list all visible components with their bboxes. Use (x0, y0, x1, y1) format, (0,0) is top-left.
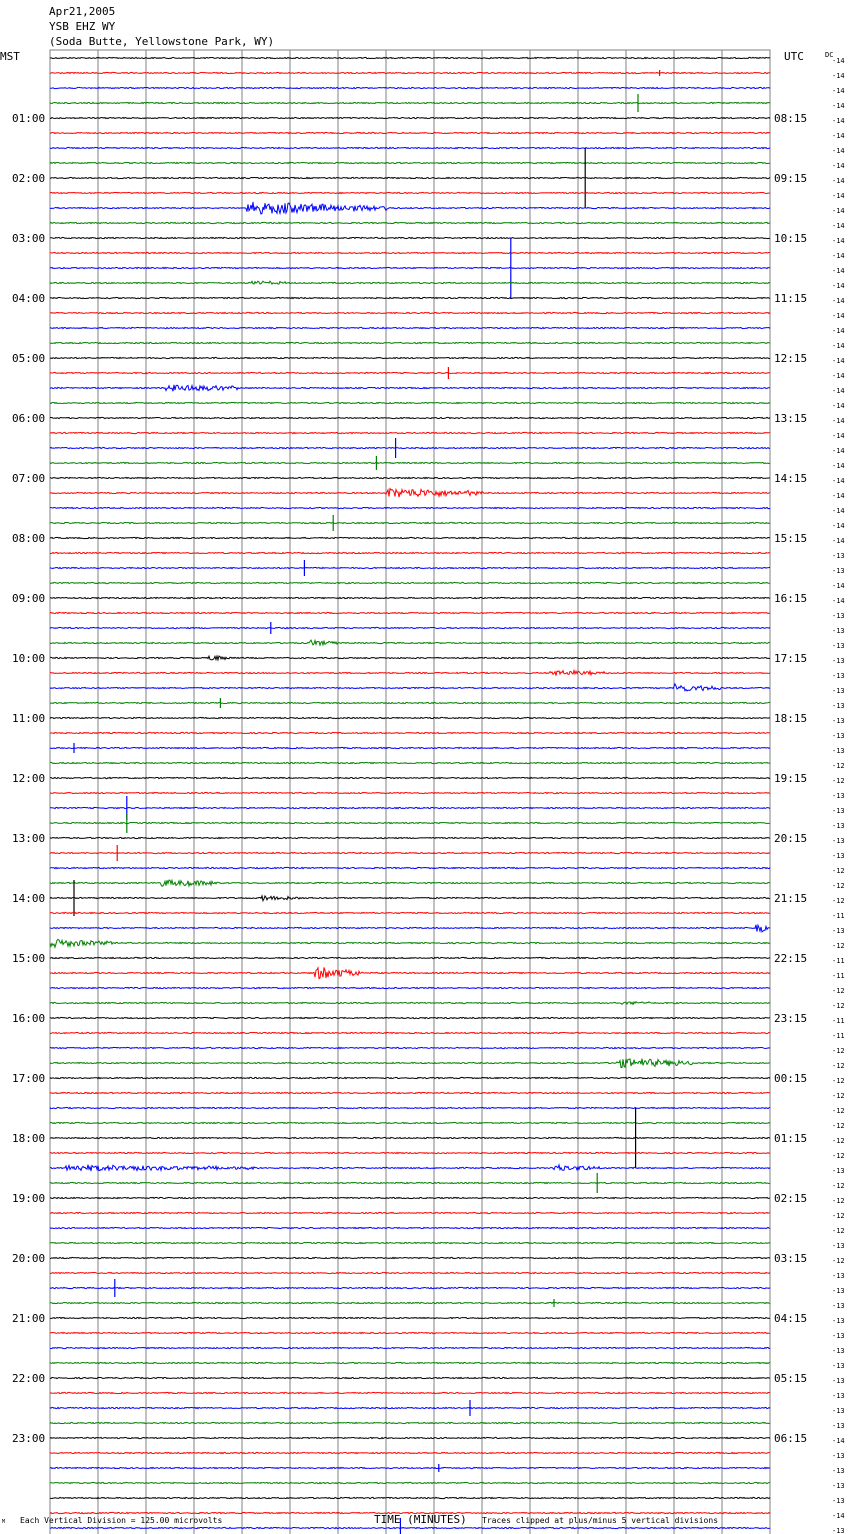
trace-row (50, 656, 770, 660)
dc-offset-label: -13 (832, 1347, 845, 1355)
trace-row (50, 312, 770, 313)
trace-row (50, 684, 770, 691)
utc-hour-label: 14:15 (774, 472, 808, 485)
trace-row (50, 792, 770, 793)
trace-row (50, 777, 770, 778)
dc-offset-label: -14 (832, 87, 845, 95)
trace-row (50, 87, 770, 88)
dc-offset-label: -14 (832, 117, 845, 125)
trace-row (50, 670, 770, 675)
trace-row (50, 1347, 770, 1348)
utc-hour-label: 09:15 (774, 172, 808, 185)
dc-offset-label: -12 (832, 987, 845, 995)
trace-row (50, 432, 770, 433)
trace-row (50, 822, 770, 823)
utc-hour-label: 13:15 (774, 412, 808, 425)
header-date: Apr21,2005 (49, 5, 116, 18)
trace-row (50, 1497, 770, 1498)
utc-hour-label: 06:15 (774, 1432, 808, 1445)
dc-offset-label: -13 (832, 642, 845, 650)
dc-offset-label: -12 (832, 1182, 845, 1190)
trace-row (50, 162, 770, 163)
trace-row (50, 702, 770, 703)
trace-row (50, 582, 770, 583)
dc-offset-label: -11 (832, 972, 845, 980)
trace-row (50, 202, 770, 214)
trace-row (50, 537, 770, 538)
dc-offset-label: -13 (832, 837, 845, 845)
dc-offset-label: -12 (832, 1197, 845, 1205)
trace-row (50, 987, 770, 988)
mst-hour-label: 10:00 (12, 652, 46, 665)
dc-offset-label: -13 (832, 1392, 845, 1400)
trace-row (50, 1257, 770, 1258)
trace-row (50, 925, 770, 932)
trace-lines (50, 57, 770, 1534)
trace-row (50, 1059, 770, 1068)
dc-offset-label: -14 (832, 162, 845, 170)
dc-offset-label: -14 (832, 462, 845, 470)
dc-offset-label: -13 (832, 612, 845, 620)
trace-row (50, 477, 770, 478)
dc-offset-label: -14 (832, 237, 845, 245)
trace-row (50, 117, 770, 118)
trace-row (50, 852, 770, 853)
utc-hour-label: 23:15 (774, 1012, 808, 1025)
dc-offset-label: -13 (832, 747, 845, 755)
dc-offset-label: -13 (832, 1482, 845, 1490)
dc-offset-label: -14 (832, 522, 845, 530)
dc-offset-label: -14 (832, 267, 845, 275)
trace-row (50, 552, 770, 553)
mst-hour-label: 01:00 (12, 112, 46, 125)
mst-hour-label: 08:00 (12, 532, 46, 545)
dc-offset-label: -14 (832, 582, 845, 590)
dc-offset-label: -13 (832, 1332, 845, 1340)
dc-offset-label: -14 (832, 57, 845, 65)
utc-hour-label: 15:15 (774, 532, 808, 545)
trace-row (50, 177, 770, 178)
dc-offset-label: -13 (832, 1377, 845, 1385)
trace-row (50, 1182, 770, 1183)
dc-offset-label: -14 (832, 492, 845, 500)
mst-hour-label: 07:00 (12, 472, 46, 485)
dc-offset-label: -13 (832, 1497, 845, 1505)
dc-offset-label: -14 (832, 297, 845, 305)
trace-row (50, 1212, 770, 1213)
dc-offset-label: -13 (832, 702, 845, 710)
trace-row (50, 281, 770, 284)
footer-scale-note: Each Vertical Division = 125.00 microvolts (20, 1516, 223, 1525)
dc-offset-label: -11 (832, 1017, 845, 1025)
dc-offset-label: -12 (832, 1257, 845, 1265)
mst-hour-label: 06:00 (12, 412, 46, 425)
trace-row (50, 1107, 770, 1108)
dc-offset-label: -14 (832, 327, 845, 335)
dc-offset-label: -13 (832, 927, 845, 935)
dc-offset-label: -14 (832, 132, 845, 140)
dc-offset-label: -14 (832, 432, 845, 440)
trace-row (50, 489, 770, 498)
trace-row (50, 597, 770, 598)
trace-row (50, 57, 770, 58)
trace-row (50, 252, 770, 253)
trace-row (50, 132, 770, 133)
dc-offset-label: -12 (832, 1077, 845, 1085)
trace-row (50, 1227, 770, 1228)
dc-offset-label: -13 (832, 1272, 845, 1280)
trace-row (50, 912, 770, 913)
utc-hour-label: 03:15 (774, 1252, 808, 1265)
trace-row (50, 1362, 770, 1363)
dc-offset-label: -14 (832, 447, 845, 455)
dc-offset-label: -14 (832, 282, 845, 290)
mst-hour-label: 20:00 (12, 1252, 46, 1265)
mst-hour-label: 15:00 (12, 952, 46, 965)
trace-row (50, 762, 770, 763)
footer-corner-mark: M (2, 1519, 6, 1525)
dc-offset-label: -12 (832, 1227, 845, 1235)
trace-row (50, 267, 770, 268)
dc-offset-label: -11 (832, 1032, 845, 1040)
dc-offset-label: -14 (832, 597, 845, 605)
axis-labels (12, 57, 845, 1534)
trace-row (50, 385, 770, 391)
trace-row (50, 1197, 770, 1198)
dc-offset-label: -12 (832, 1107, 845, 1115)
dc-offset-label: -13 (832, 627, 845, 635)
trace-row (50, 717, 770, 718)
trace-row (50, 1302, 770, 1303)
dc-offset-label: -14 (832, 537, 845, 545)
trace-row (50, 1527, 770, 1528)
dc-offset-label: -12 (832, 777, 845, 785)
utc-hour-label: 01:15 (774, 1132, 808, 1145)
dc-offset-label: -13 (832, 1317, 845, 1325)
trace-row (50, 896, 770, 901)
dc-offset-label: -13 (832, 1302, 845, 1310)
utc-hour-label: 18:15 (774, 712, 808, 725)
trace-row (50, 1077, 770, 1078)
trace-row (50, 417, 770, 418)
trace-row (50, 1317, 770, 1318)
trace-row (50, 342, 770, 343)
mst-hour-label: 23:00 (12, 1432, 46, 1445)
trace-row (50, 612, 770, 613)
trace-row (50, 1032, 770, 1033)
dc-offset-label: -12 (832, 1122, 845, 1130)
utc-hour-label: 16:15 (774, 592, 808, 605)
dc-offset-label: -14 (832, 207, 845, 215)
dc-offset-label: -12 (832, 1062, 845, 1070)
trace-row (50, 237, 770, 238)
dc-offset-label: -14 (832, 72, 845, 80)
trace-row (50, 1092, 770, 1093)
trace-row (50, 627, 770, 628)
trace-row (50, 522, 770, 523)
trace-row (50, 1422, 770, 1423)
trace-row (50, 1137, 770, 1138)
dc-offset-label: -12 (832, 882, 845, 890)
utc-hour-label: 05:15 (774, 1372, 808, 1385)
dc-offset-label: -13 (832, 552, 845, 560)
trace-row (50, 567, 770, 568)
trace-row (50, 357, 770, 358)
dc-offset-label: -13 (832, 1287, 845, 1295)
dc-offset-label: -14 (832, 102, 845, 110)
mst-hour-label: 03:00 (12, 232, 46, 245)
dc-offset-label: -12 (832, 897, 845, 905)
mst-hour-label: 13:00 (12, 832, 46, 845)
dc-offset-label: -13 (832, 807, 845, 815)
dc-offset-label: -14 (832, 507, 845, 515)
dc-offset-label: -13 (832, 567, 845, 575)
utc-hour-label: 21:15 (774, 892, 808, 905)
dc-offset-label: -14 (832, 477, 845, 485)
dc-offset-label: -13 (832, 1422, 845, 1430)
dc-offset-label: -14 (832, 1512, 845, 1520)
utc-hour-label: 08:15 (774, 112, 808, 125)
trace-row (50, 837, 770, 838)
utc-hour-label: 11:15 (774, 292, 808, 305)
dc-offset-label: -11 (832, 957, 845, 965)
dc-offset-label: -14 (832, 192, 845, 200)
trace-row (50, 957, 770, 958)
dc-column-label: DC (825, 51, 834, 59)
dc-offset-label: -14 (832, 1437, 845, 1445)
dc-offset-label: -14 (832, 252, 845, 260)
dc-offset-label: -13 (832, 717, 845, 725)
dc-offset-label: -13 (832, 1527, 845, 1534)
dc-offset-label: -13 (832, 657, 845, 665)
trace-row (50, 507, 770, 508)
dc-offset-label: -14 (832, 402, 845, 410)
trace-row (50, 147, 770, 148)
utc-hour-label: 19:15 (774, 772, 808, 785)
dc-offset-label: -14 (832, 222, 845, 230)
trace-row (50, 1287, 770, 1288)
trace-row (50, 72, 770, 73)
mst-hour-label: 11:00 (12, 712, 46, 725)
mst-hour-label: 18:00 (12, 1132, 46, 1145)
dc-offset-label: -12 (832, 1047, 845, 1055)
trace-row (50, 1272, 770, 1273)
header-station: YSB EHZ WY (49, 20, 116, 33)
trace-row (50, 747, 770, 748)
trace-row (50, 1017, 770, 1018)
dc-offset-label: -13 (832, 1467, 845, 1475)
dc-offset-label: -13 (832, 1242, 845, 1250)
mst-hour-label: 12:00 (12, 772, 46, 785)
trace-row (50, 462, 770, 463)
footer-clip-note: Traces clipped at plus/minus 5 vertical divisions (482, 1516, 719, 1525)
dc-offset-label: -12 (832, 1137, 845, 1145)
dc-offset-label: -12 (832, 942, 845, 950)
trace-row (50, 327, 770, 328)
trace-row (50, 1467, 770, 1468)
dc-offset-label: -13 (832, 792, 845, 800)
trace-row (50, 1152, 770, 1153)
dc-offset-label: -12 (832, 1002, 845, 1010)
utc-hour-label: 10:15 (774, 232, 808, 245)
mst-hour-label: 05:00 (12, 352, 46, 365)
trace-row (50, 1407, 770, 1408)
mst-hour-label: 09:00 (12, 592, 46, 605)
trace-row (50, 1452, 770, 1453)
trace-row (50, 222, 770, 223)
dc-offset-label: -13 (832, 1407, 845, 1415)
right-axis-label-utc: UTC (784, 50, 804, 63)
trace-row (50, 1242, 770, 1243)
left-axis-label-mst: MST (0, 50, 20, 63)
trace-row (50, 867, 770, 868)
trace-row (50, 1047, 770, 1048)
trace-row (50, 807, 770, 808)
mst-hour-label: 19:00 (12, 1192, 46, 1205)
dc-offset-label: -12 (832, 1152, 845, 1160)
dc-offset-label: -13 (832, 822, 845, 830)
dc-offset-label: -13 (832, 1452, 845, 1460)
trace-row (50, 967, 770, 978)
dc-offset-label: -13 (832, 672, 845, 680)
utc-hour-label: 00:15 (774, 1072, 808, 1085)
mst-hour-label: 04:00 (12, 292, 46, 305)
dc-offset-label: -14 (832, 342, 845, 350)
dc-offset-label: -14 (832, 357, 845, 365)
dc-offset-label: -13 (832, 732, 845, 740)
trace-row (50, 1392, 770, 1393)
dc-offset-label: -11 (832, 912, 845, 920)
header-location: (Soda Butte, Yellowstone Park, WY) (49, 35, 275, 48)
trace-row (50, 939, 770, 947)
dc-offset-label: -13 (832, 687, 845, 695)
mst-hour-label: 17:00 (12, 1072, 46, 1085)
dc-offset-label: -13 (832, 1362, 845, 1370)
trace-row (50, 1377, 770, 1378)
dc-offset-label: -14 (832, 372, 845, 380)
trace-row (50, 1122, 770, 1123)
utc-hour-label: 04:15 (774, 1312, 808, 1325)
trace-row (50, 880, 770, 886)
utc-hour-label: 22:15 (774, 952, 808, 965)
dc-offset-label: -14 (832, 177, 845, 185)
dc-offset-label: -13 (832, 852, 845, 860)
trace-row (50, 640, 770, 645)
mst-hour-label: 16:00 (12, 1012, 46, 1025)
trace-row (50, 372, 770, 373)
dc-offset-label: -12 (832, 867, 845, 875)
utc-hour-label: 12:15 (774, 352, 808, 365)
dc-offset-label: -12 (832, 1092, 845, 1100)
trace-row (50, 1482, 770, 1483)
trace-row (50, 297, 770, 298)
dc-offset-label: -14 (832, 417, 845, 425)
trace-row (50, 402, 770, 403)
dc-offset-label: -14 (832, 387, 845, 395)
mst-hour-label: 14:00 (12, 892, 46, 905)
trace-row (50, 192, 770, 193)
trace-row (50, 102, 770, 103)
trace-row (50, 1332, 770, 1333)
trace-row (50, 1002, 770, 1005)
trace-row (50, 1437, 770, 1438)
utc-hour-label: 02:15 (774, 1192, 808, 1205)
x-axis-title: TIME (MINUTES) (374, 1513, 467, 1526)
dc-offset-label: -13 (832, 1167, 845, 1175)
trace-row (50, 1165, 770, 1171)
mst-hour-label: 21:00 (12, 1312, 46, 1325)
dc-offset-label: -14 (832, 312, 845, 320)
mst-hour-label: 02:00 (12, 172, 46, 185)
mst-hour-label: 22:00 (12, 1372, 46, 1385)
dc-offset-label: -14 (832, 147, 845, 155)
utc-hour-label: 17:15 (774, 652, 808, 665)
trace-row (50, 447, 770, 448)
trace-row (50, 732, 770, 733)
dc-offset-label: -12 (832, 762, 845, 770)
utc-hour-label: 20:15 (774, 832, 808, 845)
dc-offset-label: -12 (832, 1212, 845, 1220)
